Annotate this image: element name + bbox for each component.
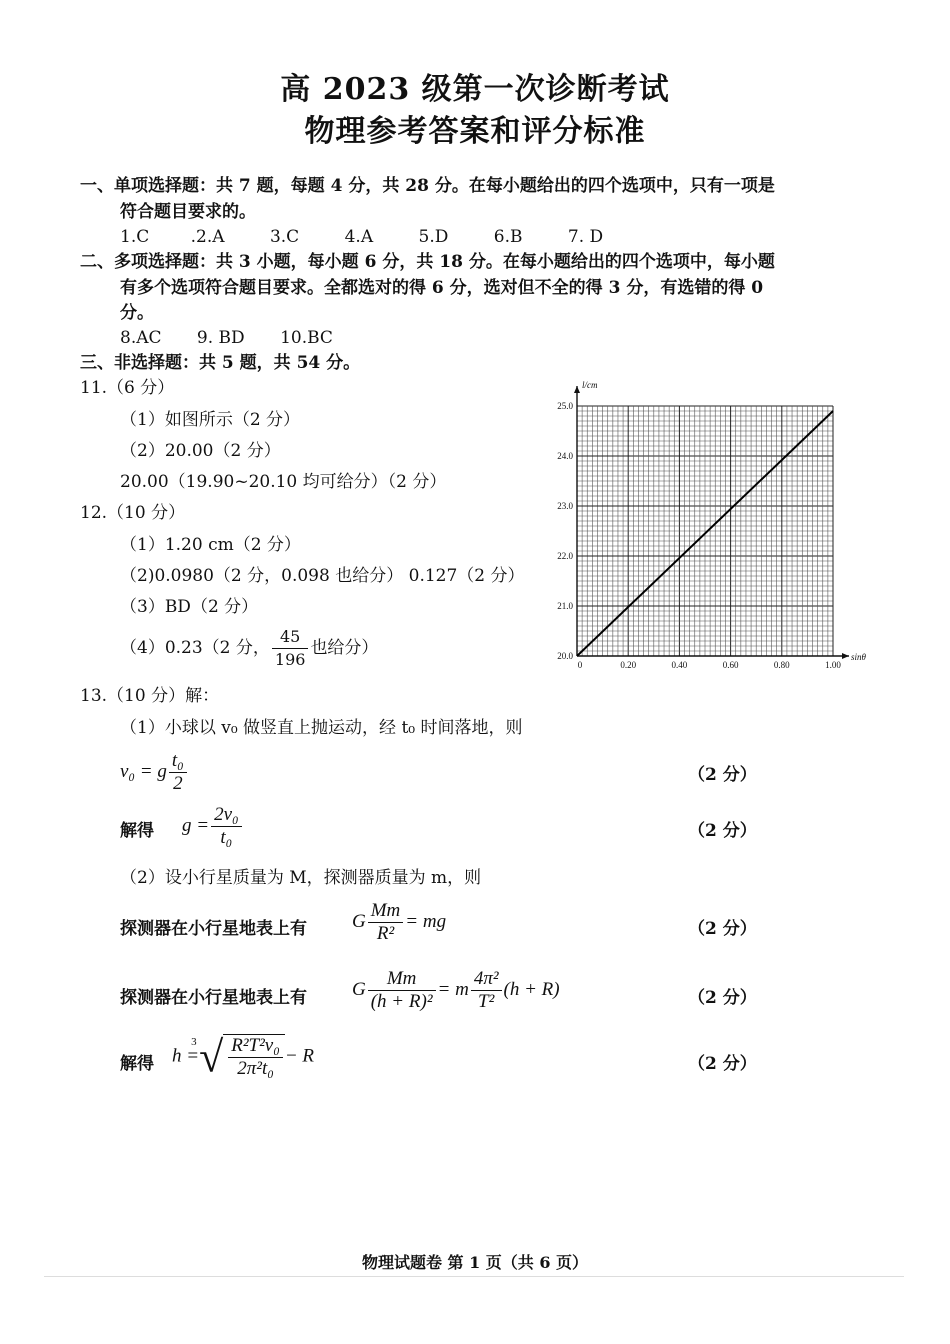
formula-gravity-fraction <box>368 900 404 945</box>
formula-g-fraction <box>211 804 242 849</box>
footer-divider <box>44 1276 904 1277</box>
answer-8: 8.AC <box>120 328 162 348</box>
answer-9: 9. BD <box>196 328 245 348</box>
formula-h-label: 解得 <box>120 1054 154 1074</box>
page-title: 高 2023 级第一次诊断考试 <box>280 72 670 107</box>
section2-line2: 有多个选项符合题目要求。全都选对的得 6 分，选对但不全的得 3 分，有选错的得 0 <box>120 278 764 298</box>
q12-answer-2: （2)0.0980（2 分，0.098 也给分） 0.127（2 分） <box>120 566 525 586</box>
q12-a4-suffix: 也给分） <box>310 638 379 658</box>
formula-gravity-right: = mg <box>405 910 447 932</box>
y-tick-label: 20.0 <box>557 651 573 661</box>
radical-sign: √ <box>199 1032 224 1082</box>
formula-gravity-g: G <box>352 910 366 932</box>
fraction-numerator: R²T²v₀ <box>228 1035 283 1058</box>
answer-2: .2.A <box>190 227 225 247</box>
formula-g <box>182 804 244 849</box>
answer-5: 5.D <box>418 227 449 247</box>
fraction-denominator: 2π²t₀ <box>237 1058 274 1079</box>
fraction-denominator: 196 <box>274 650 306 669</box>
section3-line1: 三、非选择题：共 5 题，共 54 分。 <box>80 353 361 373</box>
q12-answer-4 <box>120 626 378 671</box>
q12-a4-fraction <box>272 626 309 671</box>
formula-v0-fraction <box>169 750 187 795</box>
y-axis-arrow <box>574 386 580 393</box>
q11-heading: 11.（6 分） <box>80 378 175 398</box>
fraction-denominator: 2 <box>173 773 183 794</box>
fraction-numerator: 2v₀ <box>211 804 242 827</box>
formula-orbit <box>352 968 560 1013</box>
formula-v0-left: v₀ = g <box>120 760 167 782</box>
x-tick-label: 0.80 <box>773 660 790 670</box>
fraction-numerator: Mm <box>368 900 404 923</box>
x-tick-label: 0.60 <box>722 660 739 670</box>
y-tick-label: 25.0 <box>557 401 573 411</box>
section2-answers <box>120 326 355 350</box>
radicand <box>223 1034 285 1080</box>
x-tick-label: 0.20 <box>620 660 637 670</box>
answer-6: 6.B <box>493 227 523 247</box>
q12-heading: 12.（10 分） <box>80 503 186 523</box>
answer-3: 3.C <box>269 227 300 247</box>
fraction-numerator: t₀ <box>169 750 187 773</box>
root-index: 3 <box>191 1036 197 1048</box>
formula-h-left: h = <box>172 1045 200 1067</box>
formula-g-label: 解得 <box>120 821 154 841</box>
score-2: （2 分） <box>688 821 757 841</box>
x-tick-label: 1.00 <box>825 660 841 670</box>
fraction-denominator: R² <box>376 923 395 944</box>
formula-orbit-fraction <box>368 968 436 1013</box>
fraction-numerator: 4π² <box>471 968 502 991</box>
q13-part2-text: （2）设小行星质量为 M，探测器质量为 m，则 <box>120 868 482 888</box>
formula-orbit-right: (h + R) <box>503 978 560 1000</box>
formula-h <box>172 1034 314 1080</box>
score-5: （2 分） <box>688 1054 757 1074</box>
fraction-numerator: 45 <box>272 626 309 649</box>
cube-root <box>191 1032 285 1082</box>
fraction-denominator: T² <box>478 991 495 1012</box>
answer-4: 4.A <box>344 227 374 247</box>
q12-answer-3: （3）BD（2 分） <box>120 597 259 617</box>
q11-answer-2: （2）20.00（2 分） <box>120 441 281 461</box>
formula-orbit-fraction-2 <box>471 968 502 1013</box>
q11-answer-1: （1）如图所示（2 分） <box>120 410 301 430</box>
answer-7: 7. D <box>567 227 604 247</box>
formula-h-fraction <box>228 1035 283 1080</box>
fraction-denominator: (h + R)² <box>370 991 433 1012</box>
score-4: （2 分） <box>688 988 757 1008</box>
formula-orbit-g: G <box>352 978 366 1000</box>
formula-orbit-label: 探测器在小行星地表上有 <box>120 988 307 1008</box>
answer-10: 10.BC <box>280 328 333 348</box>
x-axis-arrow <box>842 653 849 659</box>
x-tick-label: 0 <box>577 660 583 670</box>
q12-a4-prefix: （4）0.23（2 分， <box>120 638 270 658</box>
answer-1: 1.C <box>120 227 150 247</box>
q13-part1-text: （1）小球以 v₀ 做竖直上抛运动，经 t₀ 时间落地，则 <box>120 718 523 738</box>
fraction-denominator: t₀ <box>220 827 233 848</box>
formula-v0 <box>120 750 189 795</box>
q13-heading: 13.（10 分）解： <box>80 686 220 706</box>
length-vs-sin-chart <box>545 378 875 678</box>
y-tick-label: 23.0 <box>557 501 573 511</box>
q11-answer-3: 20.00（19.90~20.10 均可给分）（2 分） <box>120 472 447 492</box>
fraction-numerator: Mm <box>368 968 436 991</box>
section2-line3: 分。 <box>120 303 154 323</box>
formula-g-left: g = <box>182 814 210 836</box>
page-subtitle: 物理参考答案和评分标准 <box>304 114 646 149</box>
score-1: （2 分） <box>688 765 757 785</box>
y-tick-label: 21.0 <box>557 601 573 611</box>
y-tick-label: 22.0 <box>557 551 573 561</box>
score-3: （2 分） <box>688 919 757 939</box>
formula-gravity-label: 探测器在小行星地表上有 <box>120 919 307 939</box>
x-tick-label: 0.40 <box>671 660 688 670</box>
formula-h-right: − R <box>284 1045 315 1067</box>
q12-answer-1: （1）1.20 cm（2 分） <box>120 535 301 555</box>
formula-orbit-mid: = m <box>437 978 469 1000</box>
section2-line1: 二、多项选择题：共 3 小题，每小题 6 分，共 18 分。在每小题给出的四个选项中，每小题 <box>80 252 775 272</box>
formula-gravity <box>352 900 446 945</box>
section1-line2: 符合题目要求的。 <box>120 202 256 222</box>
section1-answers <box>120 225 625 249</box>
x-axis-label: sinθ <box>851 652 866 662</box>
section1-line1: 一、单项选择题：共 7 题，每题 4 分，共 28 分。在每小题给出的四个选项中，只有一项是 <box>80 176 775 196</box>
page-footer: 物理试题卷 第 1 页（共 6 页） <box>361 1253 589 1272</box>
y-axis-label: l/cm <box>582 380 598 390</box>
y-tick-label: 24.0 <box>557 451 573 461</box>
